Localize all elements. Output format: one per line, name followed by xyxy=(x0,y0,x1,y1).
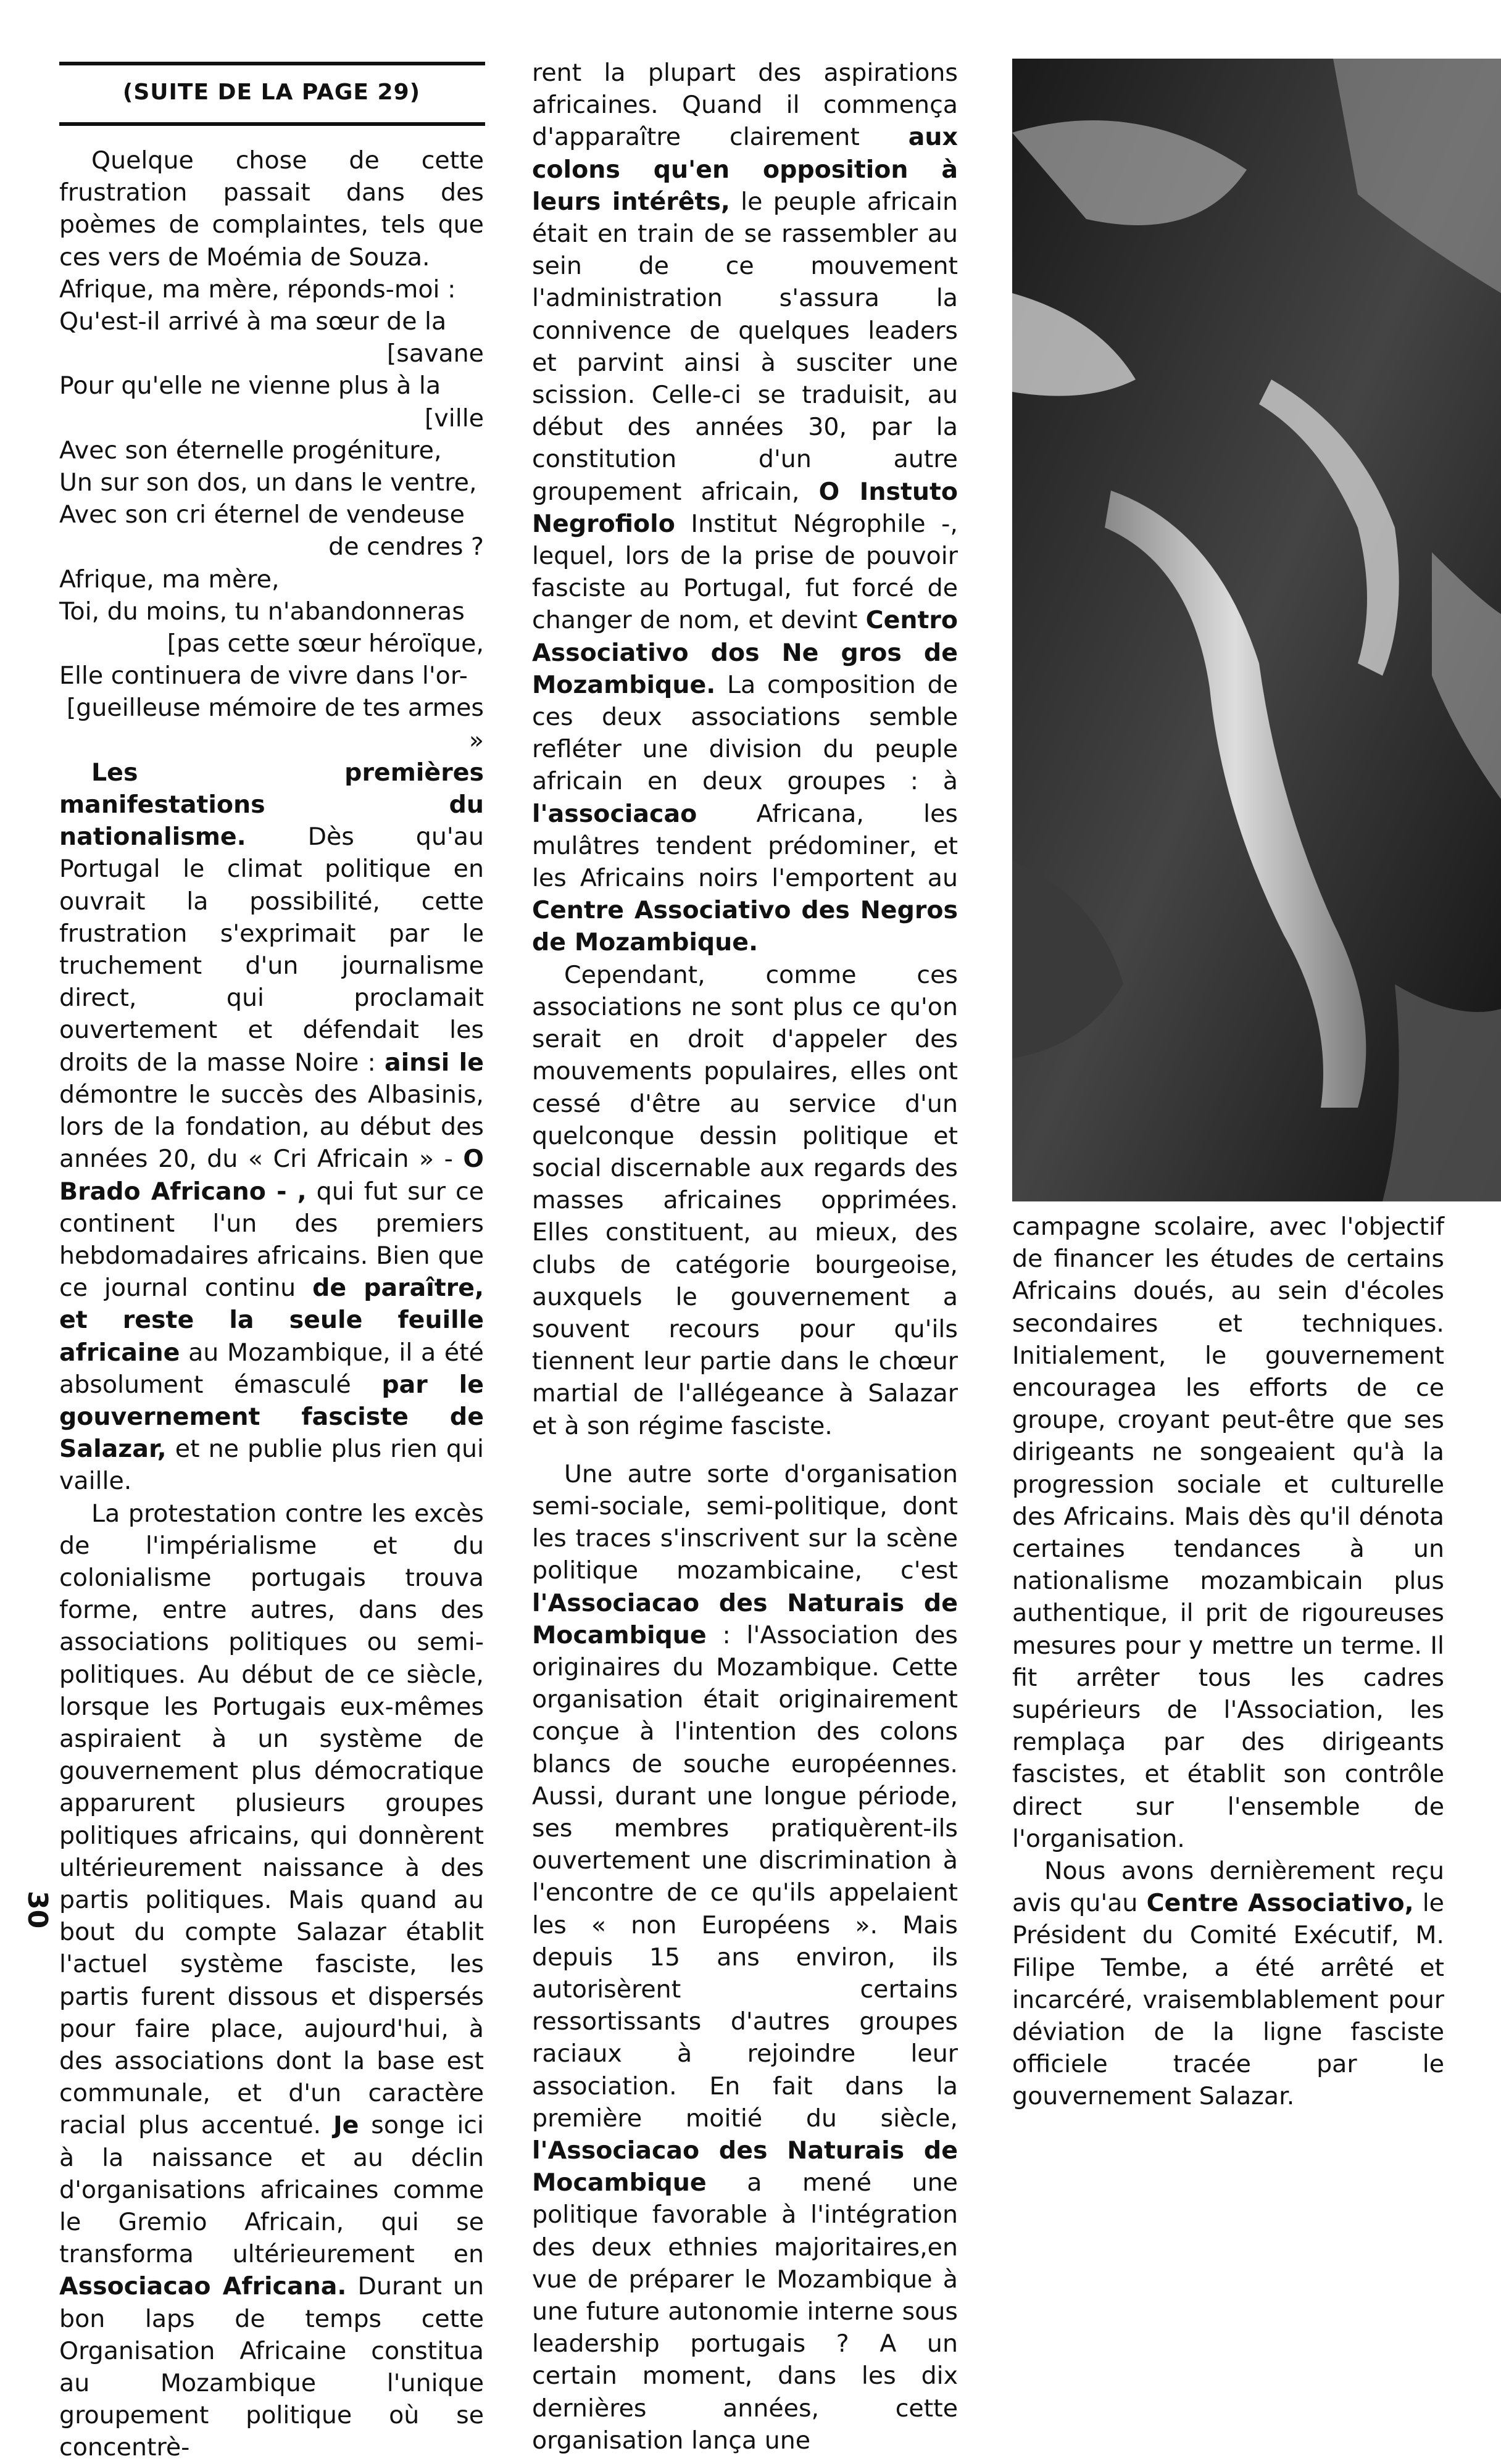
header-rule-top xyxy=(59,62,485,65)
paragraph: Nous avons dernièrement reçu avis qu'au Centre Associativo, le Président du Comité Exécutif, M. Filipe Tembe, a été arrêté et incarcéré, vraisemblablement pour déviation de la ligne fasciste officiele tracée par le gouvernement Salazar. xyxy=(1012,1857,1444,2111)
paragraph: Les premières manifestations du nationalisme. Dès qu'au Portugal le climat politique en ouvrait la possibilité, cette frustration s'exprimait par le truchement d'un journalisme direct, qui proclamait ouvertement et défendait les droits de la masse Noire : ainsi le démontre le succès des Albasinis, lors de la fondation, au début des années 20, du « Cri Africain » - O Brado Africano - , qui fut sur ce continent l'un des premiers hebdomadaires africains. Bien que ce journal continu de paraître, et reste la seule feuille africaine au Mozambique, il a été absolument émasculé par le gouvernement fasciste de Salazar, et ne publie plus rien qui vaille. xyxy=(59,758,484,1496)
poem xyxy=(59,273,484,757)
photo-image xyxy=(1012,59,1501,1201)
column-3 xyxy=(1012,1211,1444,2113)
photograph xyxy=(1012,59,1501,1201)
poem-line: Elle continuera de vivre dans l'or- xyxy=(59,662,468,691)
poem-line-continuation: [gueilleuse mémoire de tes armes » xyxy=(66,694,484,755)
poem-line-continuation: [savane xyxy=(386,339,484,368)
poem-line: Avec son cri éternel de vendeuse xyxy=(59,500,465,529)
poem-line-continuation: [ville xyxy=(424,404,484,433)
poem-line: Pour qu'elle ne vienne plus à la xyxy=(59,371,441,400)
poem-line-continuation: [pas cette sœur héroïque, xyxy=(167,629,484,658)
poem-line: Qu'est-il arrivé à ma sœur de la xyxy=(59,307,447,336)
paragraph: campagne scolaire, avec l'objectif de financer les études de certains Africains doués, au sein d'écoles secondaires et techniques. Initialement, le gouvernement encouragea les efforts de ce groupe, croyant peut-être que ses dirigeants ne songeaient qu'à la progression sociale et culturelle des Africains. Mais dès qu'il dénota certaines tendances à un nationalisme mozambicain plus authentique, il prit de rigoureuses mesures pour y mettre un terme. Il fit arrêter tous les cadres supérieurs de l'Association, les remplaça par des dirigeants fascistes, et établit son contrôle direct sur l'ensemble de l'organisation. xyxy=(1012,1213,1444,1853)
poem-line: Afrique, ma mère, réponds-moi : xyxy=(59,275,456,304)
poem-line: Afrique, ma mère, xyxy=(59,565,280,594)
column-2 xyxy=(532,57,958,2457)
paragraph: Quelque chose de cette frustration passait dans des poèmes de complaintes, tels que ces vers de Moémia de Souza. xyxy=(59,146,484,272)
column-1 xyxy=(59,62,484,2464)
paragraph: Une autre sorte d'organisation semi-sociale, semi-politique, dont les traces s'inscrivent sur la scène politique mozambicaine, c'est l'Associacao des Naturais de Mocambique : l'Association des originaires du Mozambique. Cette organisation était originairement conçue à l'intention des colons blancs de souche européennes. Aussi, durant une longue période, ses membres pratiquèrent-ils ouvertement une discrimination à l'encontre de ce qu'ils appelaient les « non Européens ». Mais depuis 15 ans environ, ils autorisèrent certains ressortissants d'autres groupes raciaux à rejoindre leur association. En fait dans la première moitié du siècle, l'Associacao des Naturais de Mocambique a mené une politique favorable à l'intégration des deux ethnies majoritaires,en vue de préparer le Mozambique à une future autonomie interne sous leadership portugais ? A un certain moment, dans les dix dernières années, cette organisation lança une xyxy=(532,1459,958,2455)
continued-from-label: (SUITE DE LA PAGE 29) xyxy=(122,80,421,105)
page-number: 30 xyxy=(22,1891,53,1929)
paragraph: Cependant, comme ces associations ne sont plus ce qu'on serait en droit d'appeler des mouvements populaires, elles ont cessé d'être au service d'un quelconque dessin politique et social discernable aux regards des masses africaines opprimées. Elles constituent, au mieux, des clubs de catégorie bourgeoise, auxquels le gouvernement a souvent recours pour qu'ils tiennent leur partie dans le chœur martial de l'allégeance à Salazar et à son régime fasciste. xyxy=(532,960,958,1440)
poem-line: Avec son éternelle progéniture, xyxy=(59,436,442,465)
poem-line: Un sur son dos, un dans le ventre, xyxy=(59,468,477,497)
poem-line-continuation: de cendres ? xyxy=(328,533,484,562)
header-rule-bottom xyxy=(59,122,485,126)
poem-line: Toi, du moins, tu n'abandonneras xyxy=(59,597,465,626)
paragraph: La protestation contre les excès de l'impérialisme et du colonialisme portugais trouva forme, entre autres, dans des associations politiques ou semi-politiques. Au début de ce siècle, lorsque les Portugais eux-mêmes aspiraient à un système de gouvernement plus démocratique apparurent plusieurs groupes politiques africains, qui donnèrent ultérieurement naissance à des partis politiques. Mais quand au bout du compte Salazar établit l'actuel système fasciste, les partis furent dissous et dispersés pour faire place, aujourd'hui, à des associations dont la base est communale, et d'un caractère racial plus accentué. Je songe ici à la naissance et au déclin d'organisations africaines comme le Gremio Africain, qui se transforma ultérieurement en Associacao Africana. Durant un bon laps de temps cette Organisation Africaine constitua au Mozambique l'unique groupement politique où se concentrè- xyxy=(59,1499,484,2462)
section-heading: Les premières manifestations du nationalisme. xyxy=(59,758,484,852)
paragraph: rent la plupart des aspirations africaines. Quand il commença d'apparaître clairement aux colons qu'en opposition à leurs intérêts, le peuple africain était en train de se rassembler au sein de ce mouvement l'administration s'assura la connivence de quelques leaders et parvint ainsi à susciter une scission. Celle-ci se traduisit, au début des années 30, par la constitution d'un autre groupement africain, O Instuto Negrofiolo Institut Négrophile -, lequel, lors de la prise de pouvoir fasciste au Portugal, fut forcé de changer de nom, et devint Centro Associativo dos Ne gros de Mozambique. La composition de ces deux associations semble refléter une division du peuple africain en deux groupes : à l'associacao Africana, les mulâtres tendent prédominer, et les Africains noirs l'emportent au Centre Associativo des Negros de Mozambique. xyxy=(532,59,958,957)
